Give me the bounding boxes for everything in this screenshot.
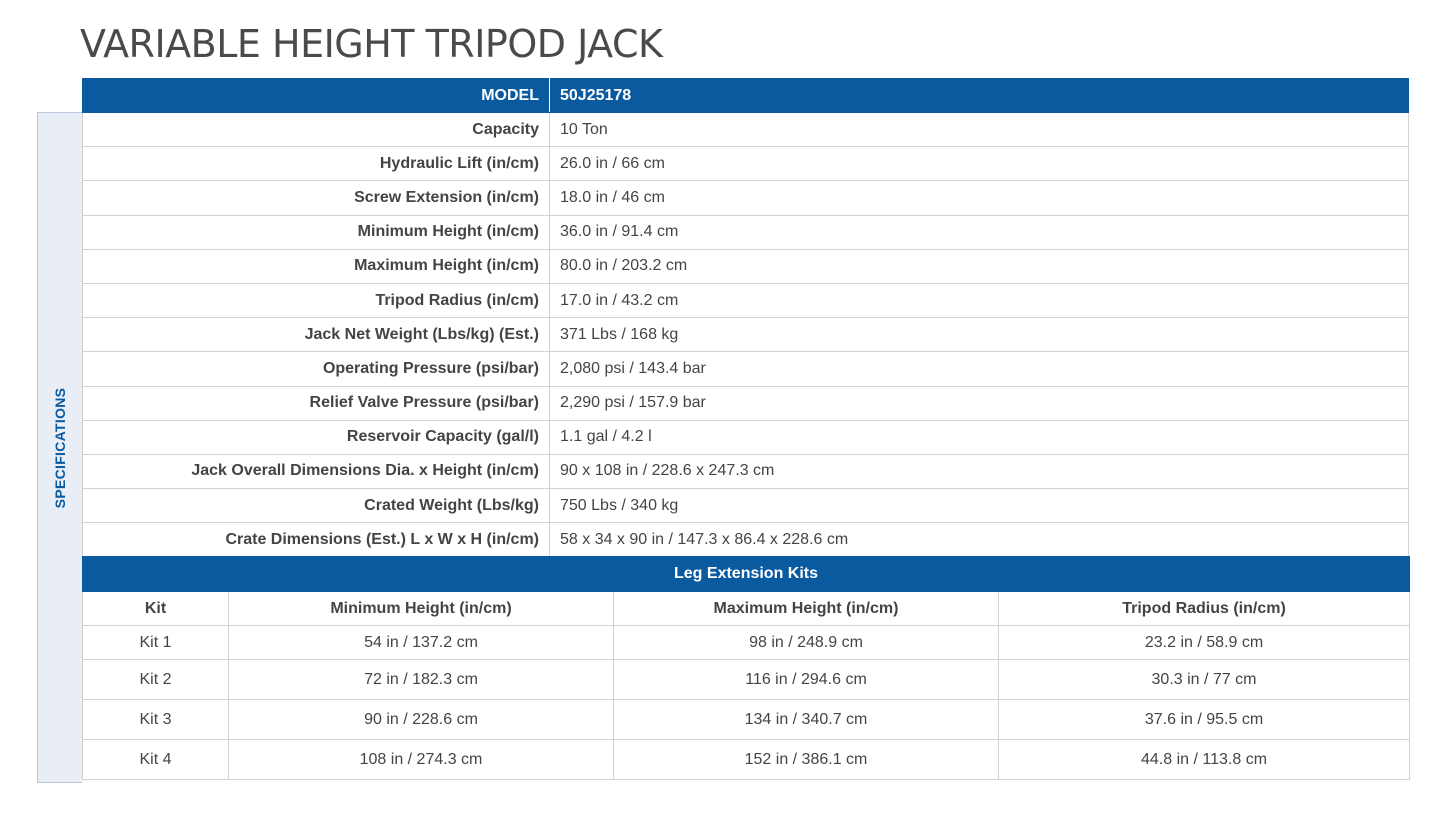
spec-label: Screw Extension (in/cm) [83, 181, 550, 215]
model-value: 50J25178 [550, 79, 1409, 113]
kit-name: Kit 1 [83, 626, 229, 660]
spec-row [83, 352, 1409, 386]
spec-value: 10 Ton [550, 113, 1409, 147]
kit-maximum-height: 98 in / 248.9 cm [614, 626, 999, 660]
spec-label: Crated Weight (Lbs/kg) [83, 489, 550, 523]
spec-value: 36.0 in / 91.4 cm [550, 215, 1409, 249]
kits-section-header [83, 557, 1410, 592]
spec-label: Crate Dimensions (Est.) L x W x H (in/cm) [83, 523, 550, 557]
kit-name: Kit 3 [83, 700, 229, 740]
page-title: VARIABLE HEIGHT TRIPOD JACK [80, 22, 663, 66]
spec-value: 2,080 psi / 143.4 bar [550, 352, 1409, 386]
kits-section-title: Leg Extension Kits [83, 557, 1410, 592]
spec-value: 90 x 108 in / 228.6 x 247.3 cm [550, 454, 1409, 488]
spec-label: Capacity [83, 113, 550, 147]
spec-row [83, 489, 1409, 523]
table-row [83, 660, 1410, 700]
column-header-tripod-radius: Tripod Radius (in/cm) [999, 592, 1410, 626]
kit-tripod-radius: 44.8 in / 113.8 cm [999, 740, 1410, 780]
table-row [83, 740, 1410, 780]
table-row [83, 700, 1410, 740]
specifications-side-tab [37, 112, 82, 783]
spec-label: Maximum Height (in/cm) [83, 249, 550, 283]
spec-row [83, 181, 1409, 215]
kit-minimum-height: 72 in / 182.3 cm [229, 660, 614, 700]
spec-value: 18.0 in / 46 cm [550, 181, 1409, 215]
spec-value: 371 Lbs / 168 kg [550, 318, 1409, 352]
column-header-kit: Kit [83, 592, 229, 626]
specifications-table [82, 78, 1409, 557]
kit-minimum-height: 90 in / 228.6 cm [229, 700, 614, 740]
kit-tripod-radius: 37.6 in / 95.5 cm [999, 700, 1410, 740]
table-row [83, 626, 1410, 660]
kit-minimum-height: 108 in / 274.3 cm [229, 740, 614, 780]
kit-minimum-height: 54 in / 137.2 cm [229, 626, 614, 660]
spec-value: 80.0 in / 203.2 cm [550, 249, 1409, 283]
spec-label: Hydraulic Lift (in/cm) [83, 147, 550, 181]
kit-tripod-radius: 30.3 in / 77 cm [999, 660, 1410, 700]
kit-maximum-height: 134 in / 340.7 cm [614, 700, 999, 740]
kit-name: Kit 2 [83, 660, 229, 700]
spec-value: 58 x 34 x 90 in / 147.3 x 86.4 x 228.6 cm [550, 523, 1409, 557]
spec-row [83, 249, 1409, 283]
model-label: MODEL [83, 79, 550, 113]
spec-label: Jack Net Weight (Lbs/kg) (Est.) [83, 318, 550, 352]
spec-row [83, 386, 1409, 420]
spec-row [83, 420, 1409, 454]
kit-tripod-radius: 23.2 in / 58.9 cm [999, 626, 1410, 660]
spec-row [83, 318, 1409, 352]
spec-label: Minimum Height (in/cm) [83, 215, 550, 249]
leg-extension-kits-table [82, 556, 1410, 780]
column-header-minimum-height: Minimum Height (in/cm) [229, 592, 614, 626]
spec-label: Reservoir Capacity (gal/l) [83, 420, 550, 454]
spec-row [83, 523, 1409, 557]
spec-label: Jack Overall Dimensions Dia. x Height (in/cm) [83, 454, 550, 488]
spec-row [83, 454, 1409, 488]
column-header-maximum-height: Maximum Height (in/cm) [614, 592, 999, 626]
spec-row [83, 113, 1409, 147]
spec-value: 17.0 in / 43.2 cm [550, 283, 1409, 317]
model-row [83, 79, 1409, 113]
kit-maximum-height: 116 in / 294.6 cm [614, 660, 999, 700]
spec-row [83, 147, 1409, 181]
side-tab-label: SPECIFICATIONS [52, 387, 68, 508]
spec-label: Tripod Radius (in/cm) [83, 283, 550, 317]
kits-column-headers [83, 592, 1410, 626]
spec-label: Operating Pressure (psi/bar) [83, 352, 550, 386]
spec-value: 750 Lbs / 340 kg [550, 489, 1409, 523]
kit-name: Kit 4 [83, 740, 229, 780]
spec-label: Relief Valve Pressure (psi/bar) [83, 386, 550, 420]
spec-value: 26.0 in / 66 cm [550, 147, 1409, 181]
spec-value: 1.1 gal / 4.2 l [550, 420, 1409, 454]
spec-row [83, 283, 1409, 317]
spec-row [83, 215, 1409, 249]
spec-value: 2,290 psi / 157.9 bar [550, 386, 1409, 420]
kit-maximum-height: 152 in / 386.1 cm [614, 740, 999, 780]
